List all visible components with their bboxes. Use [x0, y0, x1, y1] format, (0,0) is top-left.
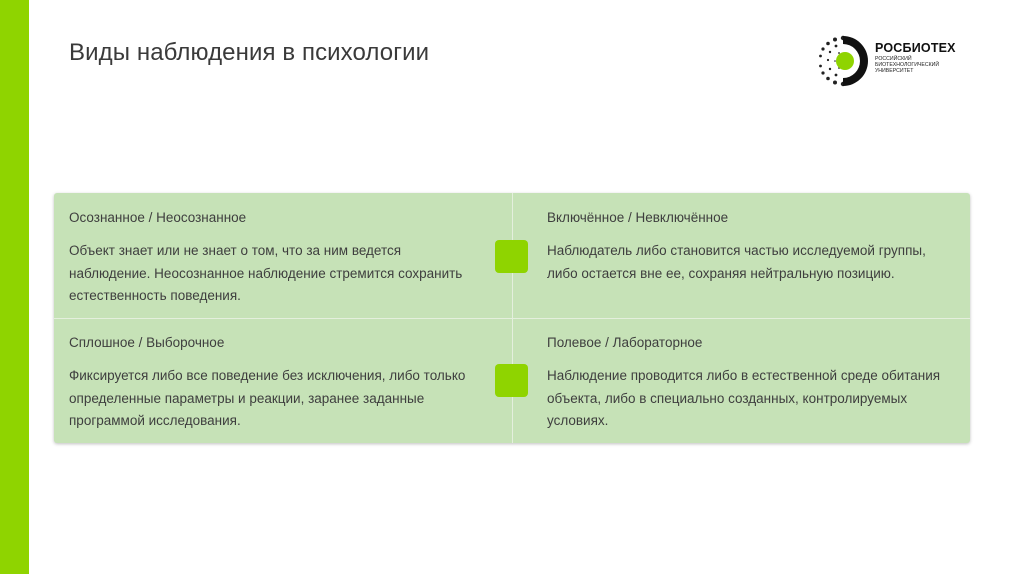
card-title: Осознанное / Неосознанное [69, 210, 247, 225]
card-continuous [69, 334, 469, 433]
card-included [547, 209, 947, 285]
card-text: Объект знает или не знает о том, что за ним ведется наблюдение. Неосознанное наблюдение стремится сохранить естественность поведения. [69, 243, 463, 303]
slide-title: Виды наблюдения в психологии [69, 39, 430, 66]
card-title: Сплошное / Выборочное [69, 335, 225, 350]
card-title: Полевое / Лабораторное [547, 335, 703, 350]
green-square-marker-icon [495, 364, 528, 397]
observation-types-grid [54, 193, 970, 443]
logo-emblem-icon [815, 33, 871, 89]
card-field [547, 334, 947, 433]
card-conscious [69, 209, 469, 308]
logo-name: РОСБИОТЕХ [875, 41, 956, 55]
logo-subtitle: РОССИЙСКИЙ БИОТЕХНОЛОГИЧЕСКИЙ УНИВЕРСИТЕТ [875, 56, 940, 75]
grid-divider-horizontal [54, 318, 970, 319]
card-text: Наблюдение проводится либо в естественной среде обитания объекта, либо в специально созданных, контролируемых условиях. [547, 368, 941, 428]
green-square-marker-icon [495, 240, 528, 273]
accent-bar [0, 0, 29, 574]
university-logo [815, 33, 990, 89]
card-text: Наблюдатель либо становится частью исследуемой группы, либо остается вне ее, сохраняя нейтральную позицию. [547, 243, 926, 281]
card-text: Фиксируется либо все поведение без исключения, либо только определенные параметры и реакции, заранее заданные программой исследования. [69, 368, 466, 428]
card-title: Включённое / Невключённое [547, 210, 729, 225]
